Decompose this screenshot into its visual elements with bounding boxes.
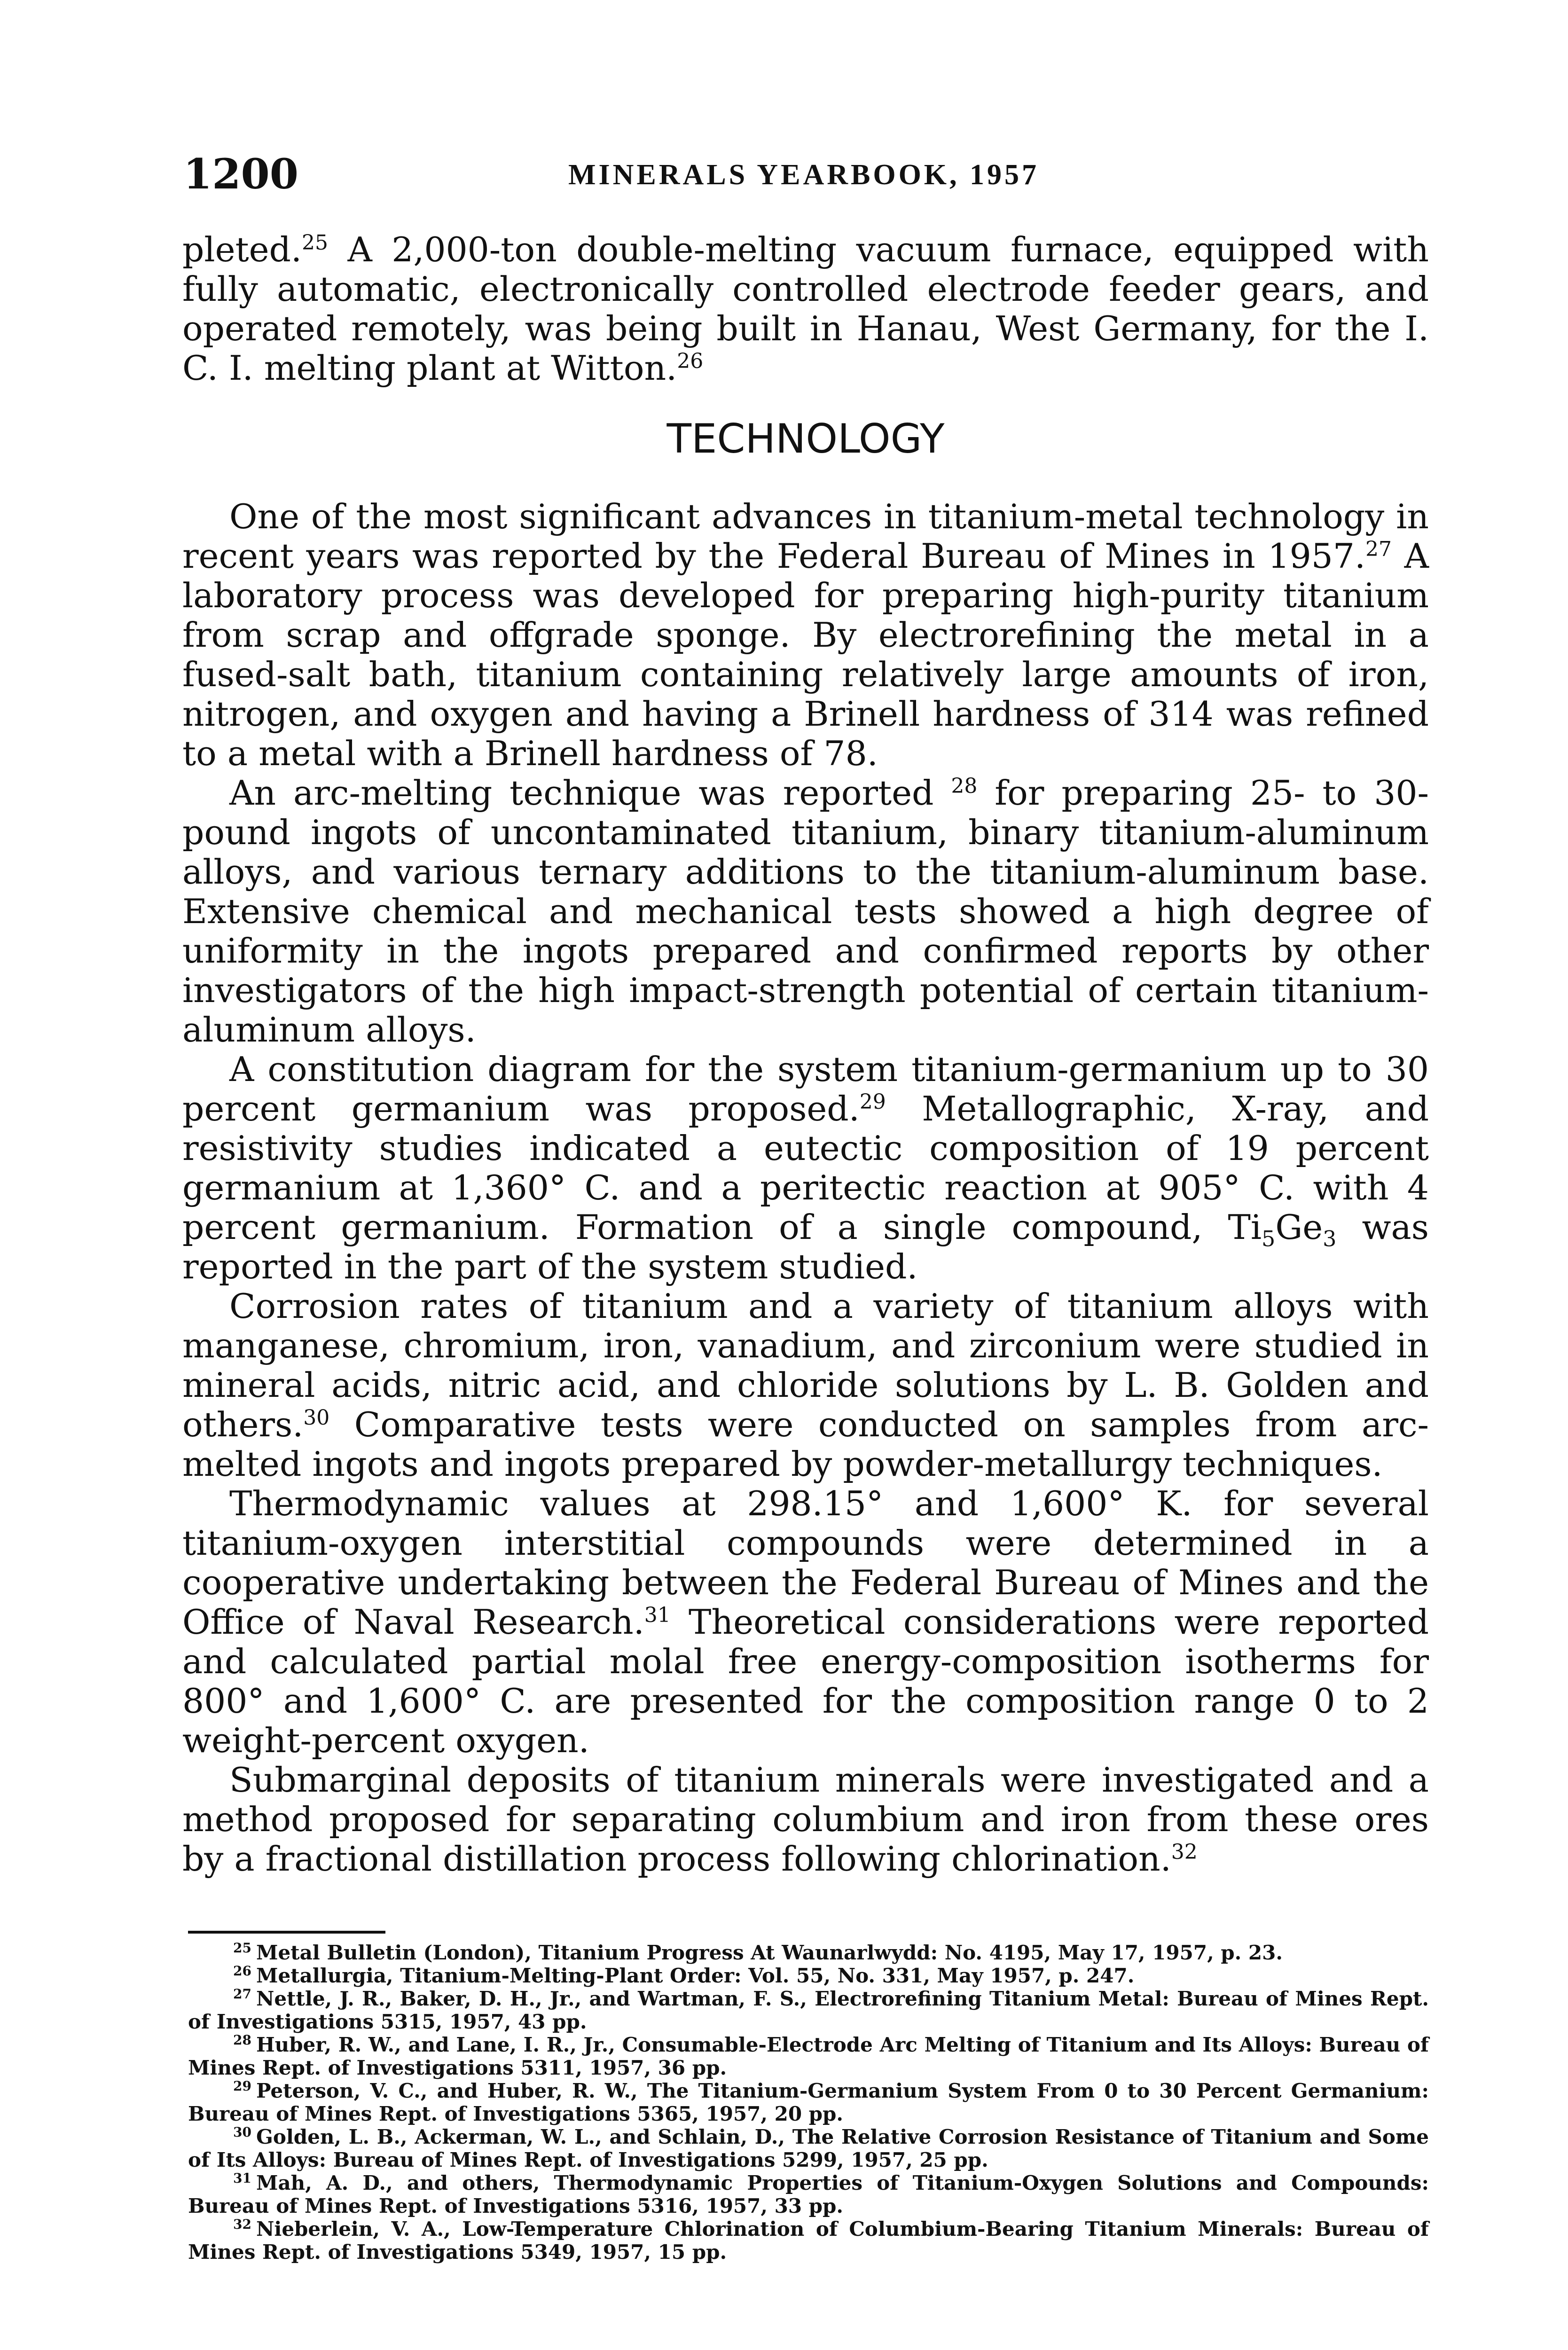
text-run: Submarginal deposits of titanium minerals were investigated and a method proposed for separating columbium and iron from these ores by a fractional distillation process following chlorination. [182, 1761, 1429, 1879]
footnote-text: Mah, A. D., and others, Thermodynamic Properties of Titanium-Oxygen Solutions and Compounds: Bureau of Mines Rept. of Investigations 5316, 1957, 33 pp. [188, 2171, 1429, 2217]
paragraph [182, 774, 1429, 1050]
footnote-ref: 25 [302, 230, 328, 255]
footnote-text: Nieberlein, V. A., Low-Temperature Chlorination of Columbium-Bearing Titanium Minerals: Bureau of Mines Rept. of Investigations 5349, 1957, 15 pp. [188, 2217, 1429, 2264]
footnote-mark: 31 [233, 2170, 251, 2186]
text-run: was reported in the part of the system studied. [182, 1208, 1429, 1287]
footnote-ref: 29 [859, 1089, 886, 1114]
text-run: pleted. [182, 230, 302, 270]
footnote [188, 2079, 1429, 2125]
text-run: for preparing 25- to 30-pound ingots of uncontaminated titanium, binary titanium-aluminum alloys, and various ternary additions to the titanium-aluminum base. Extensive chemical and mechanical tests showed a high degree of uniformity in the ingots prepared and confirmed reports by other investigators of the high impact-strength potential of certain titanium-aluminum alloys. [182, 774, 1429, 1050]
text-run: A laboratory process was developed for preparing high-purity titanium from scrap and offgrade sponge. By electrorefining the metal in a fused-salt bath, titanium containing relatively large amounts of iron, nitrogen, and oxygen and having a Brinell hardness of 314 was refined to a metal with a Brinell hardness of 78. [182, 537, 1429, 774]
footnote [188, 1987, 1429, 2033]
footnote-mark: 28 [233, 2032, 251, 2048]
paragraph-continued [182, 230, 1429, 388]
text-run: A 2,000-ton double-melting vacuum furnace, equipped with fully automatic, electronically controlled electrode feeder gears, and operated remotely, was being built in Hanau, West Germany, for the I. C. I. melting plant at Witton. [182, 230, 1429, 388]
paragraph [182, 1050, 1429, 1287]
running-head: MINERALS YEARBOOK, 1957 [568, 159, 1040, 191]
footnote-mark: 25 [233, 1940, 251, 1956]
footnote-text: Peterson, V. C., and Huber, R. W., The Titanium-Germanium System From 0 to 30 Percent Germanium: Bureau of Mines Rept. of Investigations 5365, 1957, 20 pp. [188, 2079, 1429, 2125]
text-run: Ge [1275, 1208, 1323, 1247]
footnote [188, 1941, 1429, 1964]
footnote-text: Metal Bulletin (London), Titanium Progress At Waunarlwydd: No. 4195, May 17, 1957, p. 23. [256, 1941, 1283, 1964]
page-number: 1200 [183, 149, 298, 198]
footnote [188, 2033, 1429, 2079]
footnote-text: Metallurgia, Titanium-Melting-Plant Order: Vol. 55, No. 331, May 1957, p. 247. [256, 1964, 1135, 1987]
text-run: One of the most significant advances in titanium-metal technology in recent years was reported by the Federal Bureau of Mines in 1957. [182, 497, 1429, 576]
footnote-ref: 26 [677, 349, 704, 373]
footnote-mark: 27 [233, 1986, 251, 2002]
footnote-ref: 31 [644, 1603, 671, 1627]
footnote-text: Golden, L. B., Ackerman, W. L., and Schlain, D., The Relative Corrosion Resistance of Titanium and Some of Its Alloys: Bureau of Mines Rept. of Investigations 5299, 1957, 25 pp. [188, 2125, 1429, 2171]
footnote-mark: 32 [233, 2217, 251, 2232]
text-run: Metallographic, X-ray, and resistivity studies indicated a eutectic composition of 19 percent germanium at 1,360° C. and a peritectic reaction at 905° C. with 4 percent germanium. Formation of a single compound, Ti [182, 1089, 1429, 1247]
footnote-text: Huber, R. W., and Lane, I. R., Jr., Consumable-Electrode Arc Melting of Titanium and Its Alloys: Bureau of Mines Rept. of Investigations 5311, 1957, 36 pp. [188, 2033, 1429, 2079]
text-run: Comparative tests were conducted on samples from arc-melted ingots and ingots prepared by powder-metallurgy techniques. [182, 1405, 1429, 1484]
footnote [188, 1964, 1429, 1987]
footnotes [188, 1941, 1429, 2264]
footnote [188, 2125, 1429, 2171]
body-text [182, 230, 1429, 1879]
section-heading: TECHNOLOGY [666, 415, 945, 462]
footnote-rule [188, 1931, 385, 1934]
footnote-mark: 30 [233, 2124, 251, 2140]
page-header [183, 148, 1424, 200]
paragraph [182, 1484, 1429, 1761]
text-run: Theoretical considerations were reported and calculated partial molal free energy-composition isotherms for 800° and 1,600° C. are presented for the composition range 0 to 2 weight-percent oxygen. [182, 1603, 1429, 1761]
paragraph [182, 497, 1429, 774]
footnote-mark: 29 [233, 2078, 251, 2094]
text-run: Corrosion rates of titanium and a variety of titanium alloys with manganese, chromium, iron, vanadium, and zirconium were studied in mineral acids, nitric acid, and chloride solutions by L. B. Golden and others. [182, 1287, 1429, 1445]
text-run: A constitution diagram for the system titanium-germanium up to 30 percent germanium was proposed. [182, 1050, 1429, 1129]
footnote [188, 2171, 1429, 2217]
footnote [188, 2217, 1429, 2264]
subscript: 5 [1262, 1226, 1276, 1252]
footnote-mark: 26 [233, 1963, 251, 1979]
footnote-ref: 28 [951, 774, 978, 798]
footnote-ref: 27 [1365, 537, 1392, 561]
footnote-ref: 30 [303, 1405, 330, 1430]
footnote-ref: 32 [1171, 1840, 1198, 1864]
footnote-text: Nettle, J. R., Baker, D. H., Jr., and Wartman, F. S., Electrorefining Titanium Metal: Bureau of Mines Rept. of Investigations 5315, 1957, 43 pp. [188, 1987, 1429, 2033]
subscript: 3 [1323, 1226, 1337, 1252]
paragraph [182, 1287, 1429, 1484]
paragraph [182, 1761, 1429, 1879]
text-run: Thermodynamic values at 298.15° and 1,600° K. for several titanium-oxygen interstitial compounds were determined in a cooperative undertaking between the Federal Bureau of Mines and the Office of Naval Research. [182, 1484, 1429, 1642]
text-run: An arc-melting technique was reported [229, 774, 951, 813]
